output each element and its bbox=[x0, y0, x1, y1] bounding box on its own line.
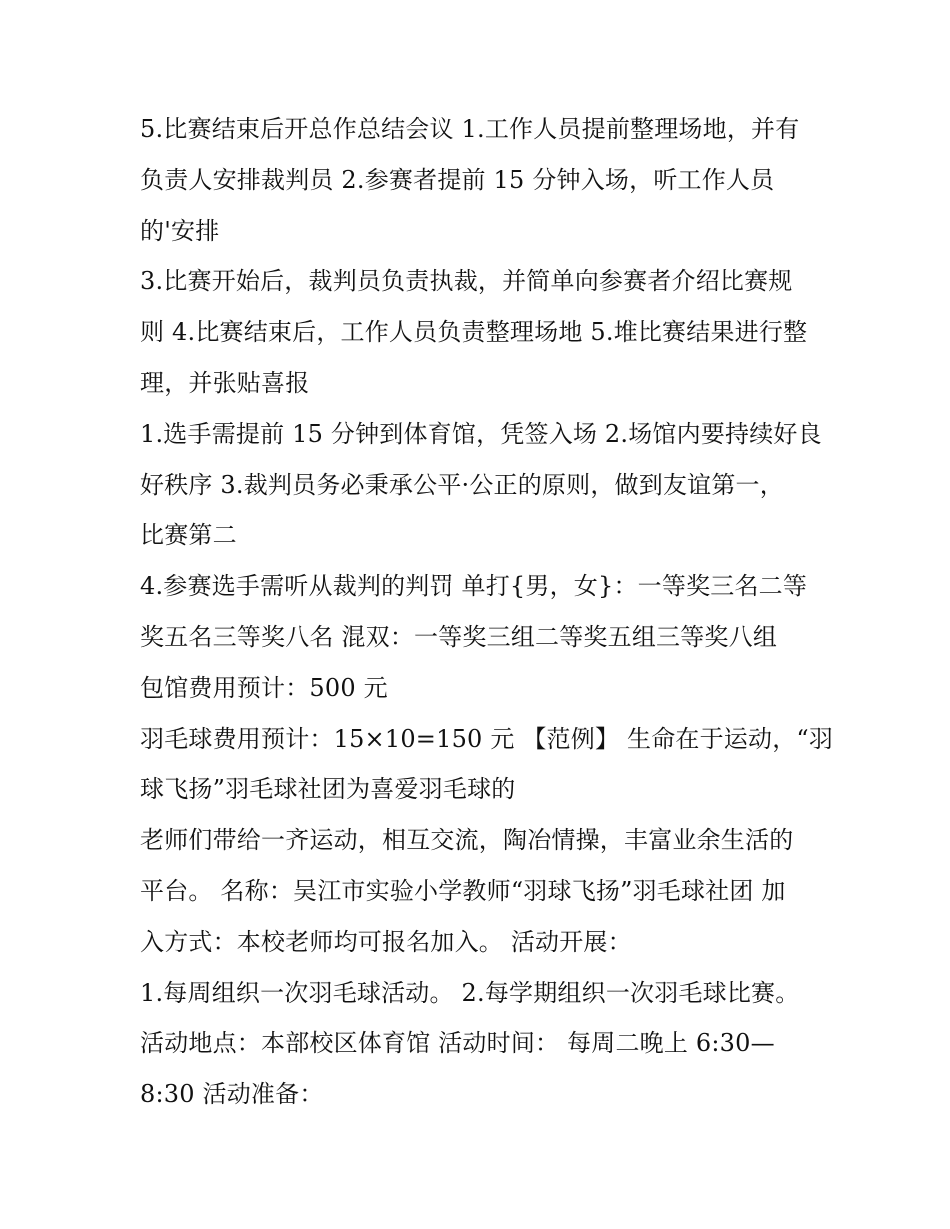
text-line: 4.参赛选手需听从裁判的判罚 单打{男，女}：一等奖三名二等 bbox=[140, 572, 808, 601]
text-line: 负责人安排裁判员 2.参赛者提前 15 分钟入场，听工作人员 bbox=[140, 165, 775, 194]
text-line: 5.比赛结束后开总作总结会议 1.工作人员提前整理场地，并有 bbox=[140, 115, 800, 143]
document-body bbox=[140, 110, 834, 1126]
text-line: 好秩序 3.裁判员务必秉承公平·公正的原则，做到友谊第一， bbox=[140, 470, 784, 499]
text-line: 理，并张贴喜报 bbox=[140, 368, 310, 397]
text-line: 入方式：本校老师均可报名加入。 活动开展： bbox=[140, 927, 632, 956]
text-line: 1.选手需提前 15 分钟到体育馆，凭签入场 2.场馆内要持续好良 bbox=[140, 419, 822, 448]
text-line: 包馆费用预计：500 元 bbox=[140, 673, 388, 702]
text-line: 老师们带给一齐运动，相互交流，陶冶情操，丰富业余生活的 bbox=[140, 826, 794, 855]
text-line: 比赛第二 bbox=[140, 521, 237, 550]
text-line: 羽毛球费用预计：15×10=150 元 【范例】 生命在于运动，“羽 bbox=[140, 724, 834, 753]
text-line: 则 4.比赛结束后，工作人员负责整理场地 5.堆比赛结果进行整 bbox=[140, 318, 808, 347]
text-line: 1.每周组织一次羽毛球活动。 2.每学期组织一次羽毛球比赛。 bbox=[140, 978, 800, 1007]
text-line: 平台。 名称：吴江市实验小学教师“羽球飞扬”羽毛球社团 加 bbox=[140, 876, 786, 905]
text-line: 奖五名三等奖八名 混双：一等奖三组二等奖五组三等奖八组 bbox=[140, 622, 778, 651]
text-line: 的'安排 bbox=[140, 216, 220, 245]
text-line: 球飞扬”羽毛球社团为喜爱羽毛球的 bbox=[140, 775, 516, 804]
text-line: 活动地点：本部校区体育馆 活动时间： 每周二晚上 6:30— bbox=[140, 1029, 775, 1058]
text-line: 8:30 活动准备： bbox=[140, 1080, 324, 1109]
text-line: 3.比赛开始后，裁判员负责执裁，并简单向参赛者介绍比赛规 bbox=[140, 267, 793, 296]
